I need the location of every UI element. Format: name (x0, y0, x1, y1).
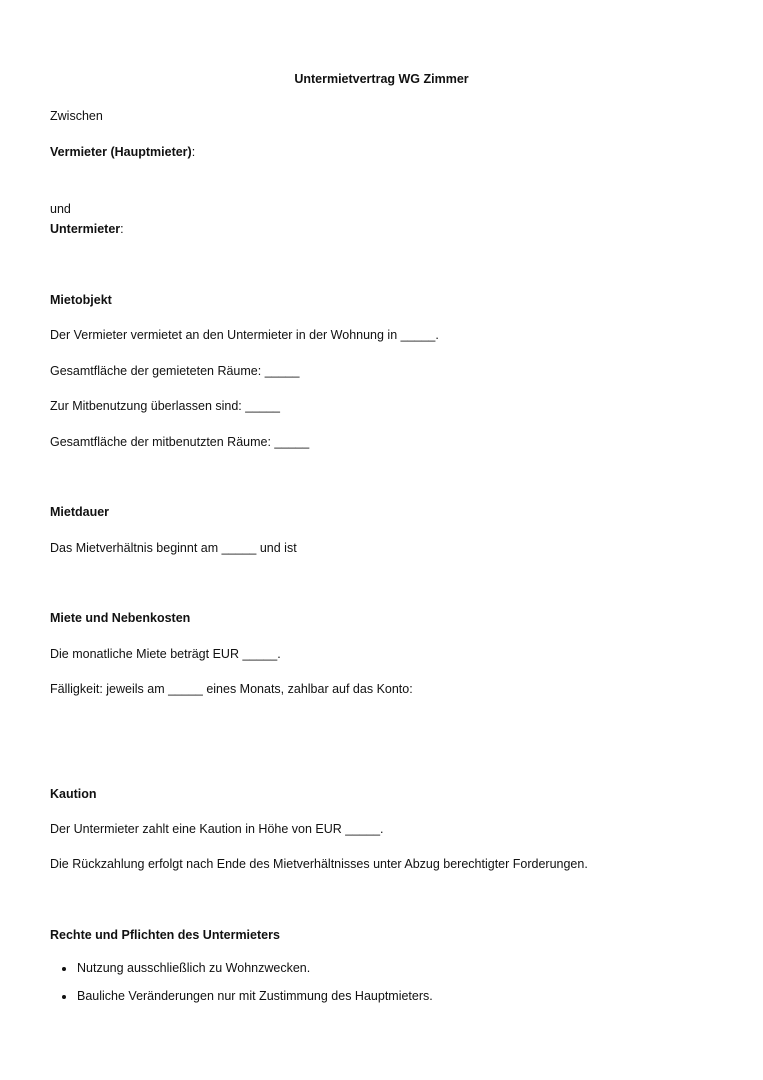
miete-line-2: Fälligkeit: jeweils am _____ eines Monats, zahlbar auf das Konto: (50, 682, 413, 696)
section-heading-mietdauer: Mietdauer (50, 505, 110, 519)
kaution-line-1: Der Untermieter zahlt eine Kaution in Höhe von EUR _____. (50, 822, 384, 836)
list-item (50, 988, 433, 1005)
subtenant-line (50, 221, 124, 238)
list-item-text: Bauliche Veränderungen nur mit Zustimmung des Hauptmieters. (77, 989, 433, 1003)
mietobjekt-line-4: Gesamtfläche der mitbenutzten Räume: _____ (50, 435, 310, 449)
section-heading-mietobjekt: Mietobjekt (50, 293, 112, 307)
document-title: Untermietvertrag WG Zimmer (294, 72, 469, 86)
list-item-text: Nutzung ausschließlich zu Wohnzwecken. (77, 961, 311, 975)
subtenant-label: Untermieter (50, 222, 121, 236)
mietdauer-line-1: Das Mietverhältnis beginnt am _____ und ist (50, 541, 297, 555)
mietobjekt-line-1: Der Vermieter vermietet an den Untermieter in der Wohnung in _____. (50, 328, 439, 342)
miete-line-1: Die monatliche Miete beträgt EUR _____. (50, 647, 281, 661)
landlord-label: Vermieter (Hauptmieter) (50, 145, 192, 159)
rechte-bullet-list (50, 960, 433, 1016)
bullet-icon (62, 967, 66, 971)
parties-intro: Zwischen (50, 109, 103, 123)
mietobjekt-line-3: Zur Mitbenutzung überlassen sind: _____ (50, 399, 281, 413)
parties-conjunction: und (50, 202, 71, 216)
mietobjekt-line-2: Gesamtfläche der gemieteten Räume: _____ (50, 364, 300, 378)
section-heading-kaution: Kaution (50, 787, 97, 801)
landlord-line (50, 144, 195, 161)
subtenant-colon: : (120, 222, 124, 236)
list-item (50, 960, 433, 977)
bullet-icon (62, 995, 66, 999)
section-heading-rechte: Rechte und Pflichten des Untermieters (50, 928, 280, 942)
landlord-colon: : (191, 145, 196, 159)
section-heading-miete: Miete und Nebenkosten (50, 611, 191, 625)
kaution-line-2: Die Rückzahlung erfolgt nach Ende des Mietverhältnisses unter Abzug berechtigter Forderungen. (50, 857, 588, 871)
